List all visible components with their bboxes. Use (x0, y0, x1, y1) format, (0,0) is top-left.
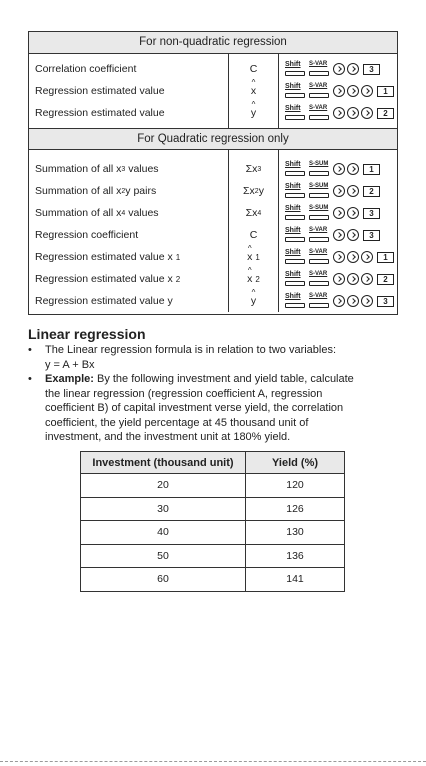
right-arrow-key-icon (347, 85, 359, 97)
number-key-icon: 3 (363, 230, 380, 241)
bullet: • (28, 344, 32, 356)
bullet: • (28, 373, 32, 385)
shift-key-icon: Shift (285, 106, 307, 120)
stat-key-icon: S-SUM (309, 162, 331, 176)
right-arrow-key-icon (333, 229, 345, 241)
right-arrow-key-icon (347, 107, 359, 119)
right-arrow-key-icon (361, 295, 373, 307)
cell-yield: 126 (246, 497, 345, 521)
shift-key-icon: Shift (285, 294, 307, 308)
symbol-column (229, 54, 279, 128)
right-arrow-key-icon (347, 229, 359, 241)
right-arrow-key-icon (361, 273, 373, 285)
cell-yield: 136 (246, 544, 345, 568)
stat-key-icon: S-VAR (309, 294, 331, 308)
stat-key-icon: S-VAR (309, 62, 331, 76)
number-key-icon: 1 (377, 252, 394, 263)
row-symbol: Σx 2 y (243, 185, 264, 197)
stat-key-icon: S-VAR (309, 106, 331, 120)
row-symbol: C (249, 63, 258, 75)
text-line: y = A + Bx (45, 358, 95, 371)
right-arrow-key-icon (361, 251, 373, 263)
shift-key-icon: Shift (285, 272, 307, 286)
right-arrow-key-icon (361, 85, 373, 97)
row-label: Regression estimated value y (35, 295, 173, 307)
shift-key-icon: Shift (285, 184, 307, 198)
key-sequence (285, 228, 380, 242)
stat-key-icon: S-SUM (309, 206, 331, 220)
right-arrow-key-icon (347, 251, 359, 263)
right-arrow-key-icon (347, 207, 359, 219)
number-key-icon: 3 (377, 296, 394, 307)
column-header-investment: Investment (thousand unit) (81, 452, 246, 474)
row-symbol: Σx 4 (245, 207, 262, 219)
table-row (81, 497, 345, 521)
cell-yield: 141 (246, 568, 345, 592)
right-arrow-key-icon (333, 207, 345, 219)
stat-key-icon: S-VAR (309, 272, 331, 286)
right-arrow-key-icon (347, 295, 359, 307)
paragraph-example (28, 372, 408, 445)
key-sequence (285, 294, 394, 308)
cell-yield: 130 (246, 521, 345, 545)
number-key-icon: 3 (363, 64, 380, 75)
row-symbol: ^ x 1 (229, 246, 278, 268)
key-sequence (285, 250, 394, 264)
row-symbol: C (249, 229, 258, 241)
text-line: the linear regression (regression coefficient A, regression (45, 387, 323, 400)
column-header-yield: Yield (%) (246, 452, 345, 474)
key-column (279, 54, 397, 128)
right-arrow-key-icon (347, 163, 359, 175)
right-arrow-key-icon (333, 295, 345, 307)
row-label: Regression estimated value (35, 85, 165, 97)
right-arrow-key-icon (347, 63, 359, 75)
key-sequence (285, 106, 394, 120)
cell-investment: 60 (81, 568, 246, 592)
right-arrow-key-icon (333, 163, 345, 175)
symbol-column (229, 150, 279, 312)
row-label: Regression estimated value (35, 107, 165, 119)
key-sequence (285, 84, 394, 98)
table-header-quadratic: For Quadratic regression only (29, 128, 397, 150)
row-symbol: ^ y (251, 295, 256, 307)
number-key-icon: 1 (377, 86, 394, 97)
example-label: Example: (45, 373, 94, 385)
row-label: Regression estimated value x 2 (35, 273, 181, 285)
row-label: Summation of all x 4 values (35, 207, 159, 219)
row-symbol: Σx 3 (245, 163, 262, 175)
cell-investment: 20 (81, 474, 246, 498)
shift-key-icon: Shift (285, 228, 307, 242)
key-sequence (285, 184, 380, 198)
row-symbol: ^ x (251, 85, 256, 97)
investment-yield-table (80, 451, 345, 592)
table-header-non-quadratic: For non-quadratic regression (29, 32, 397, 54)
number-key-icon: 2 (363, 186, 380, 197)
label-column (29, 54, 229, 128)
table-row (81, 544, 345, 568)
key-sequence (285, 272, 394, 286)
cell-investment: 30 (81, 497, 246, 521)
key-sequence-table (28, 31, 398, 315)
shift-key-icon: Shift (285, 250, 307, 264)
key-column (279, 150, 397, 312)
right-arrow-key-icon (333, 63, 345, 75)
text-line: The Linear regression formula is in relation to two variables: (45, 344, 337, 356)
shift-key-icon: Shift (285, 206, 307, 220)
right-arrow-key-icon (361, 107, 373, 119)
row-label: Summation of all x 2 y pairs (35, 185, 157, 197)
table-row (81, 474, 345, 498)
cell-investment: 40 (81, 521, 246, 545)
page-cut-line (0, 761, 426, 762)
right-arrow-key-icon (347, 273, 359, 285)
shift-key-icon: Shift (285, 162, 307, 176)
row-label: Summation of all x 3 values (35, 163, 159, 175)
key-sequence (285, 206, 380, 220)
row-symbol: ^ x 2 (229, 268, 278, 290)
cell-yield: 120 (246, 474, 345, 498)
right-arrow-key-icon (347, 185, 359, 197)
text-line: coefficient, the yield percentage at 45 thousand unit of (45, 416, 309, 429)
right-arrow-key-icon (333, 85, 345, 97)
right-arrow-key-icon (333, 107, 345, 119)
key-sequence (285, 62, 380, 76)
table-section-non-quadratic (29, 54, 397, 128)
label-column (29, 150, 229, 312)
right-arrow-key-icon (333, 185, 345, 197)
text-line: By the following investment and yield table, calculate (93, 373, 354, 385)
table-row (81, 568, 345, 592)
stat-key-icon: S-VAR (309, 228, 331, 242)
number-key-icon: 2 (377, 108, 394, 119)
stat-key-icon: S-SUM (309, 184, 331, 198)
number-key-icon: 1 (363, 164, 380, 175)
row-label: Regression coefficient (35, 229, 139, 241)
paragraph-formula (28, 343, 408, 372)
shift-key-icon: Shift (285, 84, 307, 98)
stat-key-icon: S-VAR (309, 84, 331, 98)
table-header-row (81, 452, 345, 474)
table-row (81, 521, 345, 545)
key-sequence (285, 162, 380, 176)
stat-key-icon: S-VAR (309, 250, 331, 264)
table-section-quadratic (29, 150, 397, 312)
text-line: investment, and the investment unit at 180% yield. (45, 431, 291, 443)
row-symbol: ^ y (251, 107, 256, 119)
right-arrow-key-icon (333, 273, 345, 285)
section-title: Linear regression (28, 326, 146, 342)
row-label: Correlation coefficient (35, 63, 137, 75)
right-arrow-key-icon (333, 251, 345, 263)
shift-key-icon: Shift (285, 62, 307, 76)
text-line: coefficient B) of capital investment verse yield, the correlation (45, 402, 344, 414)
number-key-icon: 3 (363, 208, 380, 219)
number-key-icon: 2 (377, 274, 394, 285)
cell-investment: 50 (81, 544, 246, 568)
row-label: Regression estimated value x 1 (35, 251, 181, 263)
